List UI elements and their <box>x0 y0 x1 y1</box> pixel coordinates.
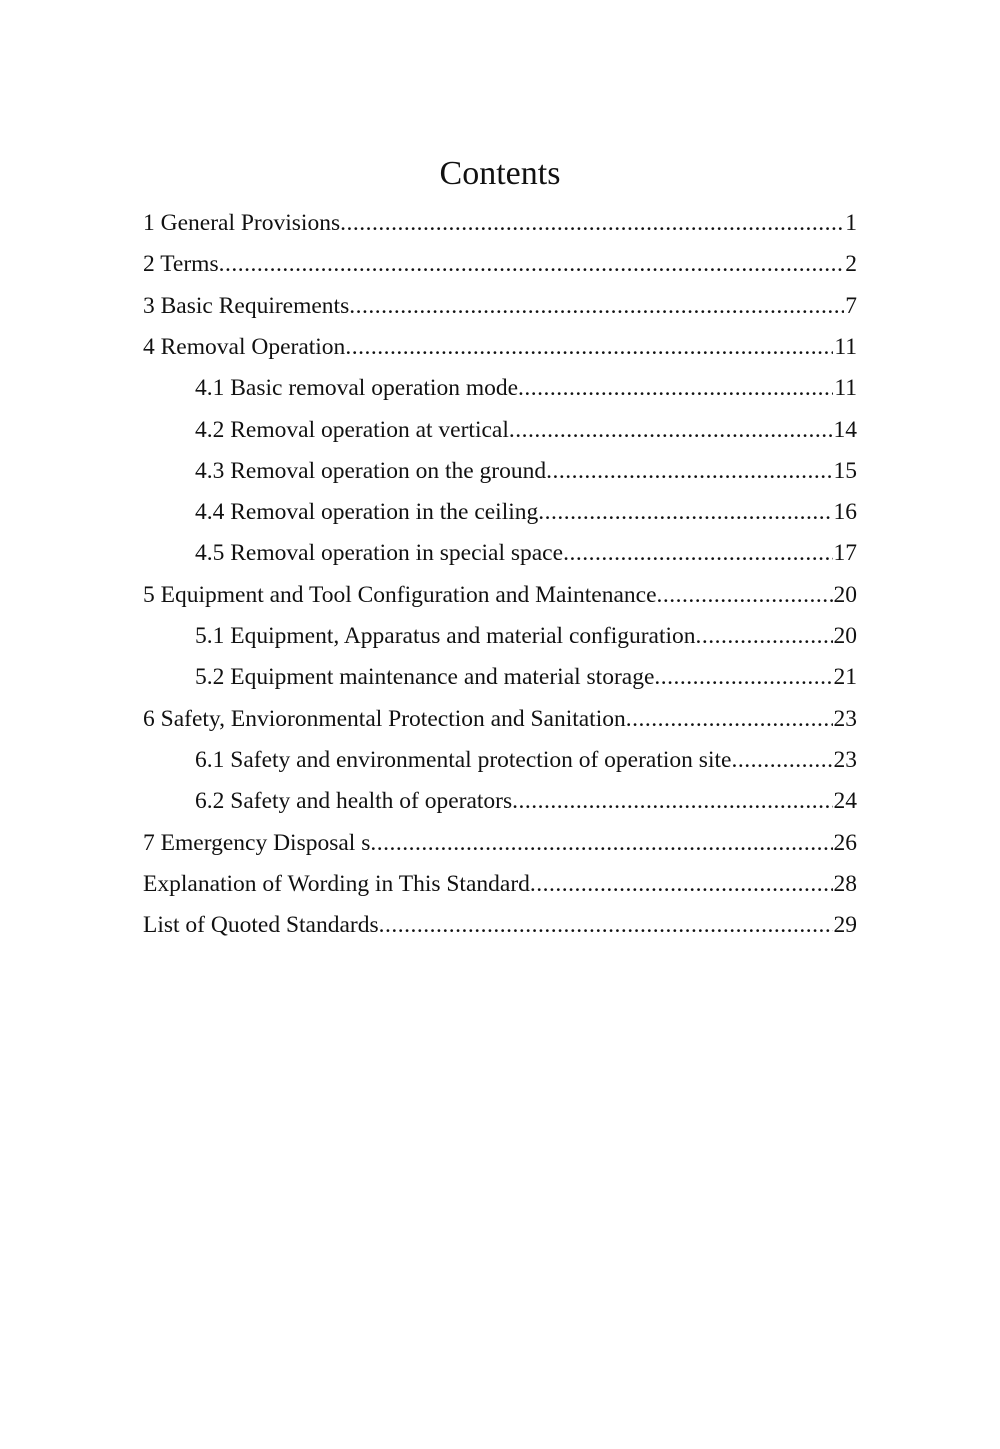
toc-entry-page: 23 <box>833 746 857 773</box>
toc-entry[interactable] <box>143 247 857 281</box>
toc-entry-leader <box>731 743 832 777</box>
toc-entry-leader <box>563 536 832 570</box>
toc-entry-label: 4.3 Removal operation on the ground <box>195 457 547 484</box>
toc-entry-leader <box>657 578 833 612</box>
toc-entry-label: 5.2 Equipment maintenance and material storage <box>195 664 655 691</box>
toc-entry-page: 17 <box>833 540 857 567</box>
toc-entry-leader <box>512 784 832 818</box>
toc-entry-leader <box>509 413 833 447</box>
toc-entry-page: 23 <box>833 705 857 732</box>
toc-entry[interactable] <box>195 784 857 818</box>
toc-entry[interactable] <box>143 702 857 736</box>
toc-entry-label: 4.1 Basic removal operation mode <box>195 375 519 402</box>
toc-entry-page: 20 <box>833 581 857 608</box>
toc-entry-label: 4.4 Removal operation in the ceiling <box>195 499 539 526</box>
toc-entry-page: 1 <box>845 210 857 236</box>
toc-entry-label: 6 Safety, Envioronmental Protection and Sanitation <box>143 705 626 732</box>
toc-entry-label: Explanation of Wording in This Standard <box>143 870 530 897</box>
toc-entry-page: 24 <box>833 788 857 815</box>
toc-entry[interactable] <box>195 660 857 694</box>
toc-entry[interactable] <box>143 289 857 323</box>
toc-entry-page: 14 <box>833 416 857 443</box>
toc-entry-leader <box>518 371 833 405</box>
toc-entry[interactable] <box>195 454 857 488</box>
toc-entry-leader <box>626 702 833 736</box>
toc-entry-page: 2 <box>845 251 857 278</box>
toc-entry-leader <box>379 908 833 942</box>
toc-entry-leader <box>696 619 833 653</box>
toc-entry-label: 6.2 Safety and health of operators <box>195 788 513 815</box>
toc-entry-page: 26 <box>833 829 857 856</box>
toc-entry-page: 15 <box>833 457 857 484</box>
toc-entry-label: 5.1 Equipment, Apparatus and material configuration <box>195 623 696 649</box>
toc-entry-label: 4.2 Removal operation at vertical <box>195 416 509 443</box>
toc-entry[interactable] <box>143 206 857 240</box>
toc-entry-label: 4.5 Removal operation in special space <box>195 540 564 567</box>
toc-entry-page: 20 <box>833 623 857 649</box>
toc-entry-page: 11 <box>834 333 857 360</box>
toc-entry-leader <box>546 454 832 488</box>
toc-entry[interactable] <box>143 826 857 860</box>
toc-entry-label: 1 General Provisions <box>143 210 341 236</box>
toc-entry[interactable] <box>195 371 857 405</box>
toc-entry-leader <box>370 826 832 860</box>
toc-entry-label: 4 Removal Operation <box>143 333 346 360</box>
toc-entry-label: 2 Terms <box>143 251 219 278</box>
toc-entry-page: 11 <box>834 375 857 402</box>
toc-entry[interactable] <box>143 867 857 901</box>
toc-entry-label: 6.1 Safety and environmental protection of operation site <box>195 746 732 773</box>
toc-entry-label: 3 Basic Requirements <box>143 292 350 319</box>
toc-entry-leader <box>349 289 844 323</box>
toc-entry-leader <box>654 660 832 694</box>
toc-entry-leader <box>340 206 844 240</box>
toc-entry[interactable] <box>143 330 857 364</box>
toc-entry[interactable] <box>195 413 857 447</box>
toc-entry[interactable] <box>195 619 857 653</box>
toc-entry-page: 16 <box>833 499 857 526</box>
toc-entry[interactable] <box>195 536 857 570</box>
toc-title: Contents <box>439 155 561 192</box>
toc-entry-page: 21 <box>833 664 857 691</box>
toc-entry-page: 28 <box>833 870 857 897</box>
toc-entry-leader <box>345 330 833 364</box>
toc-entry-label: 7 Emergency Disposal s <box>143 829 371 856</box>
toc-entry-page: 7 <box>845 292 857 319</box>
toc-entry-leader <box>538 495 832 529</box>
toc-entry[interactable] <box>143 908 857 942</box>
toc-entry-page: 29 <box>833 912 857 939</box>
toc-entry-leader <box>219 247 845 281</box>
toc-entry-label: 5 Equipment and Tool Configuration and Maintenance <box>143 581 657 608</box>
toc-entry[interactable] <box>143 578 857 612</box>
toc-entry-label: List of Quoted Standards <box>143 912 379 939</box>
toc-entry[interactable] <box>195 495 857 529</box>
toc-entry-leader <box>530 867 833 901</box>
toc-entry[interactable] <box>195 743 857 777</box>
